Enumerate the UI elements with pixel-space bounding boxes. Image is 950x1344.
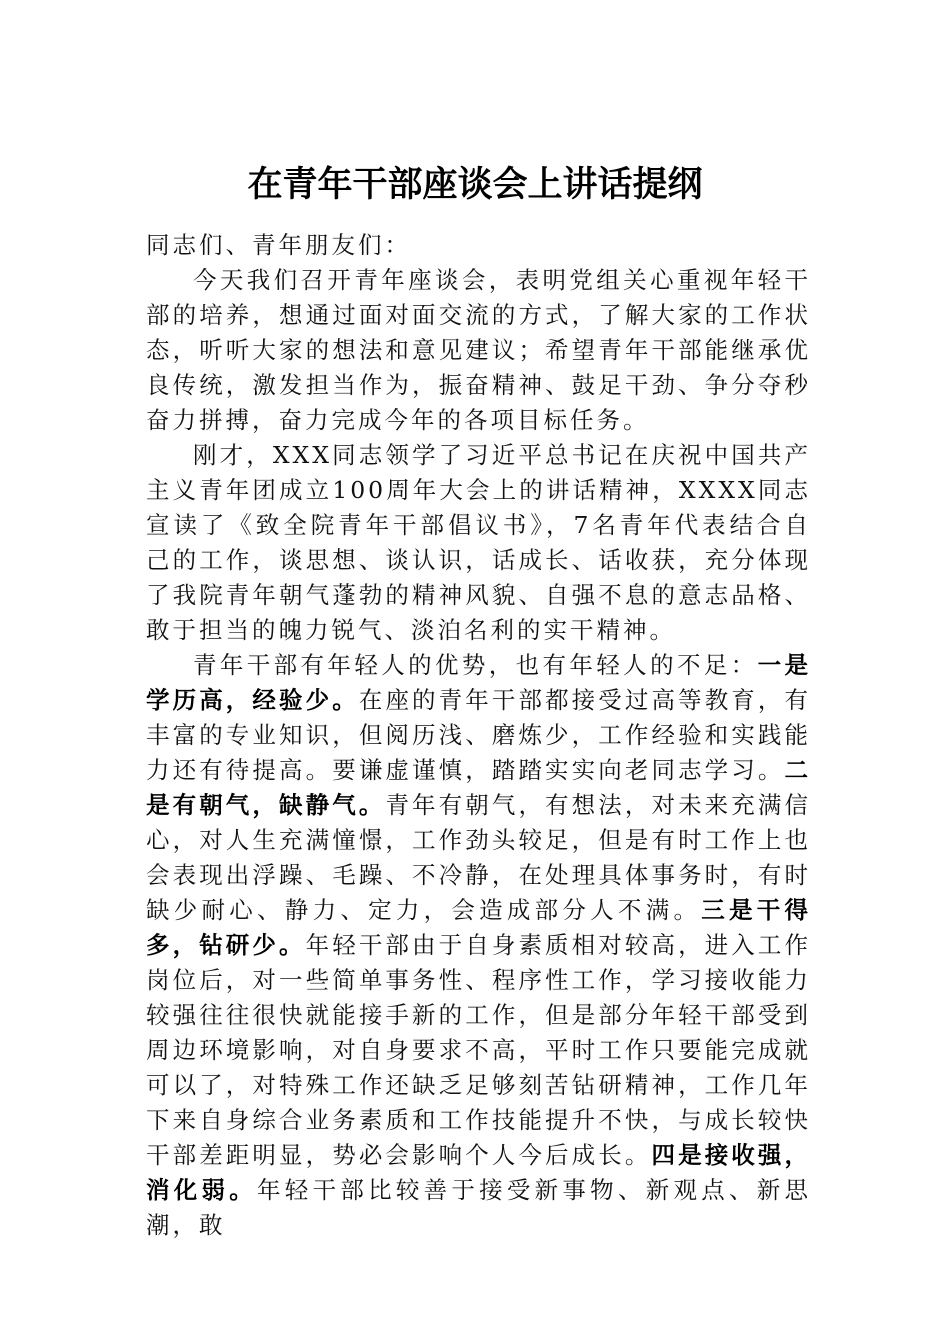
paragraph-opening: 今天我们召开青年座谈会，表明党组关心重视年轻干部的培养，想通过面对面交流的方式，了解大家的工作状态，听听大家的想法和意见建议；希望青年干部能继承优良传统，激发担当作为，振奋精神、鼓足干劲、争分夺秒奋力拼搏，奋力完成今年的各项目标任务。 xyxy=(146,266,811,434)
point-4-heading: 四是接收强，消化弱。 xyxy=(146,1141,812,1204)
point-1-text: 在座的青年干部都接受过高等教育，有丰富的专业知识，但阅历浅、磨炼少，工作经验和实践能力还有待提高。要谦虚谨慎，踏踏实实向老同志学习。 xyxy=(146,686,812,784)
point-3-text: 年轻干部由于自身素质相对较高，进入工作岗位后，对一些简单事务性、程序性工作，学习接收能力较强往往很快就能接手新的工作，但是部分年轻干部受到周边环境影响，对自身要求不高，平时工作只要能完成就可以了，对特殊工作还缺乏足够刻苦钻研精神，工作几年下来自身综合业务素质和工作技能提升不快，与成长较快干部差距明显，势必会影响个人今后成长。 xyxy=(146,931,811,1169)
point-4-text: 年轻干部比较善于接受新事物、新观点、新思潮，敢 xyxy=(146,1176,812,1239)
paragraph-intro: 青年干部有年轻人的优势，也有年轻人的不足： xyxy=(193,651,758,679)
point-3-heading: 三是干得多，钻研少。 xyxy=(146,896,812,959)
salutation: 同志们、青年朋友们： xyxy=(146,231,411,259)
point-2-heading: 二是有朝气，缺静气。 xyxy=(146,756,811,819)
document-body xyxy=(146,228,811,1243)
point-1-heading: 一是学历高，经验少。 xyxy=(146,651,812,714)
paragraph-strengths-weaknesses xyxy=(146,648,811,1243)
paragraph-review: 刚才，XXX同志领学了习近平总书记在庆祝中国共产主义青年团成立100周年大会上的讲话精神，XXXX同志宣读了《致全院青年干部倡议书》，7名青年代表结合自己的工作，谈思想、谈认识，话成长、话收获，充分体现了我院青年朝气蓬勃的精神风貌、自强不息的意志品格、敢于担当的魄力锐气、淡泊名利的实干精神。 xyxy=(146,441,811,644)
point-2-text: 青年有朝气，有想法，对未来充满信心，对人生充满憧憬，工作劲头较足，但是有时工作上也会表现出浮躁、毛躁、不冷静，在处理具体事务时，有时缺少耐心、静力、定力，会造成部分人不满。 xyxy=(146,791,811,924)
document-title: 在青年干部座谈会上讲话提纲 xyxy=(247,164,703,205)
